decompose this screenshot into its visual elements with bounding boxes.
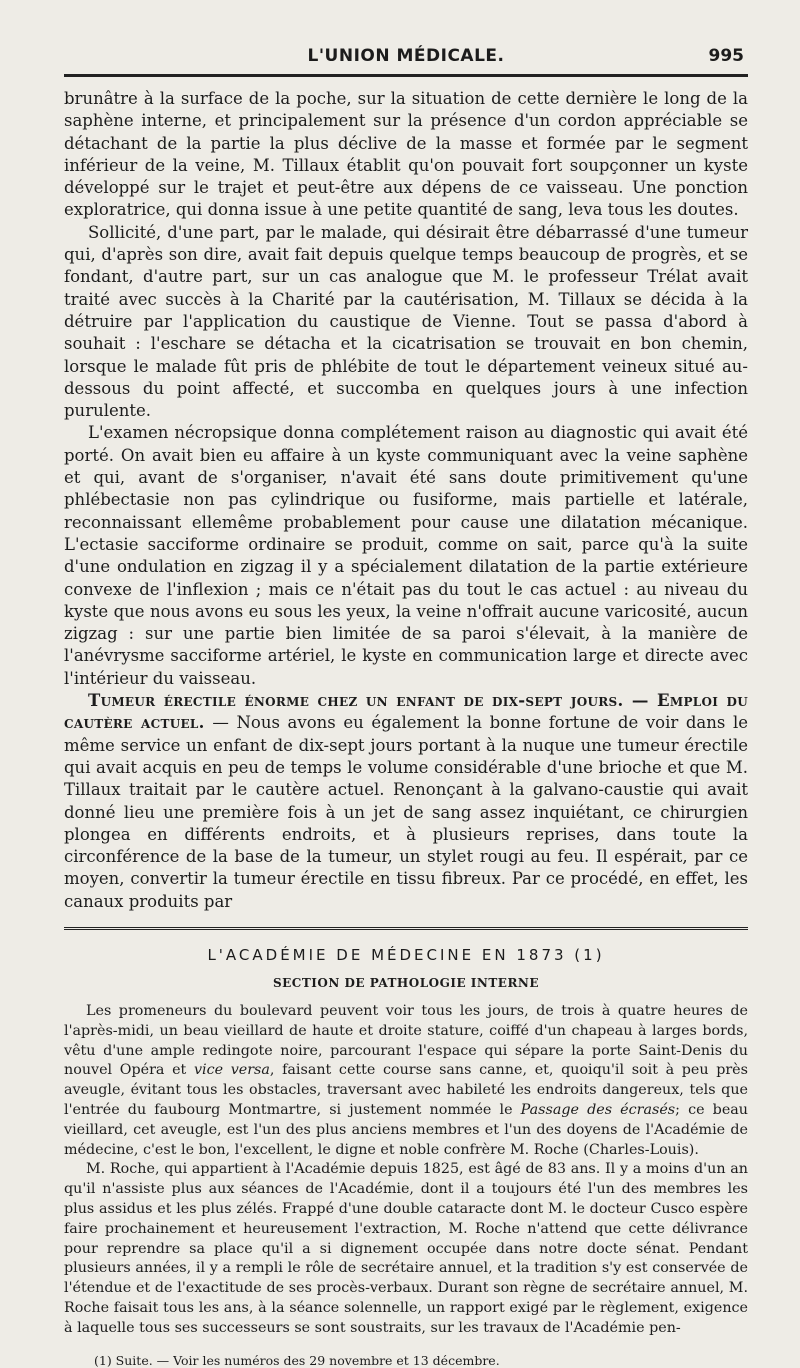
academy-title: L'ACADÉMIE DE MÉDECINE EN 1873 (1) [207, 945, 605, 964]
academy-p1-before: Les promeneurs du boulevard peuvent voir tous les jours, de trois à quatre heures de l'après-midi, un beau vieillard de haute et droite stature, coiffé d'un chapeau à larges bords, vêtu d'une ample redingote noire, parcourant l'espace qui sépare la porte Saint-Denis du nouvel Opéra et [64, 1002, 748, 1079]
section-divider [64, 927, 748, 930]
tumor-heading: Tumeur érectile énorme chez un enfant de dix-sept jours. — Emploi du cautère actuel. [64, 691, 748, 733]
academy-p1-middle: , faisant cette course sans canne, et, quoiqu'il soit à peu près aveugle, évitant tous les obstacles, traversant avec habileté les endroits dangereux, tels que l'entrée du faubourg Montmartre, si justement nommée le [64, 1062, 748, 1118]
tumor-text: — Nous avons eu également la bonne fortune de voir dans le même service un enfant de dix-sept jours portant à la nuque une tumeur érectile qui avait acquis en peu de temps le volume considérable d'une brioche et que M. Tillaux traitait par le cautère actuel. Renonçant à la galvano-caustie qui avait donné lieu une première fois à un jet de sang assez inquiétant, ce chirurgien plongea en différents endroits, et à plusieurs reprises, dans toute la circonférence de la base de la tumeur, un stylet rougi au feu. Il espérait, par ce moyen, convertir la tumeur érectile en tissu fibreux. Par ce procédé, en effet, les canaux produits par [64, 713, 749, 911]
paragraph-3: L'examen nécropsique donna complétement raison au diagnostic qui avait été porté. On avait bien eu affaire à un kyste communiquant avec la veine saphène et qui, avant de s'organiser, n'avait été sans doute primitivement qu'une phlébectasie non pas cylindrique ou fusiforme, mais partielle et latérale, reconnaissant ellemême probablement pour cause une dilatation mécanique. L'ectasie sacciforme ordinaire se produit, comme on sait, parce qu'à la suite d'une ondulation en zigzag il y a spécialement dilatation de la partie extérieure convexe de l'inflexion ; mais ce n'était pas du tout le cas actuel : au niveau du kyste que nous avons eu sous les yeux, la veine n'offrait aucune varicosité, aucun zigzag : sur une partie bien limitée de sa paroi s'élevait, à la manière de l'anévrysme sacciforme artériel, le kyste en communication large et directe avec l'intérieur du vaisseau. [64, 423, 748, 688]
academy-subtitle: SECTION DE PATHOLOGIE INTERNE [272, 975, 540, 990]
header-rule [64, 74, 748, 77]
academy-p1-em2: Passage des écrasés [520, 1101, 676, 1118]
page-header [64, 0, 748, 70]
footnote: (1) Suite. — Voir les numéros des 29 novembre et 13 décembre. [94, 1352, 500, 1368]
page-number: 995 [708, 46, 744, 66]
running-title: L'UNION MÉDICALE. [307, 46, 505, 66]
article-body [64, 88, 748, 913]
academy-paragraph-2: M. Roche, qui appartient à l'Académie depuis 1825, est âgé de 83 ans. Il y a moins d'un an qu'il n'assiste plus aux séances de l'Académie, dont il a toujours été l'un des membres les plus assidus et les plus zélés. Frappé d'une double cataracte dont M. le docteur Cusco espère faire prochainement et heureusement l'extraction, M. Roche n'attend que cette délivrance pour reprendre sa place qu'il a si dignement occupée dans notre docte sénat. Pendant plusieurs années, il y a rempli le rôle de secrétaire annuel, et la tradition s'y est conservée de l'étendue et de l'exactitude de ses procès-verbaux. Durant son règne de secrétaire annuel, M. Roche faisait tous les ans, à la séance solennelle, un rapport exigé par le règlement, exigence à laquelle tous ses successeurs se sont soustraits, sur les travaux de l'Académie pen- [64, 1161, 748, 1336]
academy-paragraph-1 [64, 1002, 748, 1160]
tumor-paragraph [64, 690, 748, 913]
academy-body [64, 1002, 748, 1339]
academy-p1-em1: vice versa [193, 1062, 270, 1079]
academy-p1-after: ; ce beau vieillard, cet aveugle, est l'un des plus anciens membres et l'un des doyens de l'Académie de médecine, c'est le bon, l'excellent, le digne et noble confrère M. Roche (Charles-Louis). [64, 1101, 749, 1158]
paragraph-1: brunâtre à la surface de la poche, sur la situation de cette dernière le long de la saphène interne, et principalement sur la présence d'un cordon appréciable se détachant de la partie la plus déclive de la masse et formée par le segment inférieur de la veine, M. Tillaux établit qu'on pouvait fort soupçonner un kyste développé sur le trajet et peut-être aux dépens de ce vaisseau. Une ponction exploratrice, qui donna issue à une petite quantité de sang, leva tous les doutes. [64, 89, 748, 220]
paragraph-2: Sollicité, d'une part, par le malade, qui désirait être débarrassé d'une tumeur qui, d'après son dire, avait fait depuis quelque temps beaucoup de progrès, et se fondant, d'autre part, sur un cas analogue que M. le professeur Trélat avait traité avec succès à la Charité par la cautérisation, M. Tillaux se décida à la détruire par l'application du caustique de Vienne. Tout se passa d'abord à souhait : l'eschare se détacha et la cicatrisation se trouvait en bon chemin, lorsque le malade fût pris de phlébite de tout le département veineux situé au-dessous du point affecté, et succomba en quelques jours à une infection purulente. [64, 222, 748, 421]
